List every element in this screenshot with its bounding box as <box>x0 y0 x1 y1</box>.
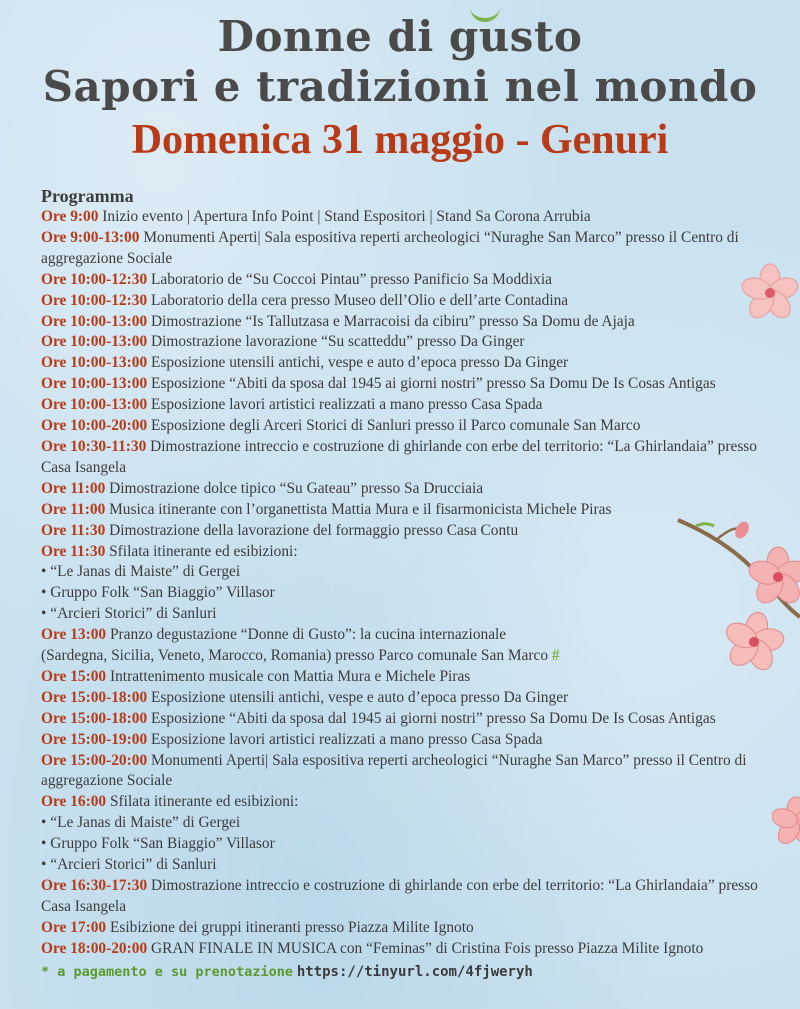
payment-note: * a pagamento e su prenotazione <box>41 963 293 980</box>
program-row <box>41 855 781 876</box>
program-description: Laboratorio de “Su Coccoi Pintau” presso Panificio Sa Moddixia <box>151 270 552 288</box>
program-row <box>41 730 781 751</box>
program-time: Ore 15:00-18:00 <box>41 709 148 727</box>
program-description: • Gruppo Folk “San Biaggio” Villasor <box>41 584 275 602</box>
program-row <box>41 625 781 646</box>
program-row <box>41 374 781 395</box>
booking-link[interactable]: https://tinyurl.com/4fjweryh <box>296 963 533 980</box>
program-description: Monumenti Aperti| Sala espositiva reperti archeologici “Nuraghe San Marco” presso il Centro di aggregazione Sociale <box>41 751 747 790</box>
program-row <box>41 583 781 604</box>
program-time: Ore 10:00-13:00 <box>41 333 148 351</box>
program-description: Dimostrazione della lavorazione del formaggio presso Casa Contu <box>109 521 519 539</box>
program-row <box>41 395 781 416</box>
program-description: Monumenti Aperti| Sala espositiva reperti archeologici “Nuraghe San Marco” presso il Centro di aggregazione Sociale <box>41 228 739 267</box>
program-row <box>41 353 781 374</box>
program-row <box>41 918 781 939</box>
program-row <box>41 437 781 479</box>
program-description: Esposizione “Abiti da sposa dal 1945 ai giorni nostri” presso Sa Domu De Is Cosas Antigas <box>151 709 716 727</box>
program-row <box>41 521 781 542</box>
program-row <box>41 291 781 312</box>
program-time: Ore 16:00 <box>41 793 107 811</box>
program-row <box>41 207 781 228</box>
event-date-location: Domenica 31 maggio - Genuri <box>131 117 669 163</box>
flower-icon <box>738 262 800 324</box>
program-time: Ore 15:00-19:00 <box>41 730 148 748</box>
flower-icon <box>772 794 800 850</box>
program-row <box>41 332 781 353</box>
program-description: Esposizione lavori artistici realizzati a mano presso Casa Spada <box>151 730 543 748</box>
program-time: Ore 11:00 <box>41 500 106 518</box>
program-row <box>41 688 781 709</box>
program-time: Ore 15:00 <box>41 667 107 685</box>
program-row <box>41 542 781 563</box>
program-time: Ore 13:00 <box>41 626 107 644</box>
program-description: • “Le Janas di Maiste” di Gergei <box>41 814 241 832</box>
program-row <box>41 792 781 813</box>
program-description: Dimostrazione intreccio e costruzione di ghirlande con erbe del territorio: “La Ghirlandaia” presso Casa Isangela <box>41 877 758 915</box>
program-row <box>41 709 781 730</box>
program-row <box>41 876 781 918</box>
program-description: • “Le Janas di Maiste” di Gergei <box>41 563 241 581</box>
program-description: Esposizione lavori artistici realizzati a mano presso Casa Spada <box>151 396 543 414</box>
program-time: Ore 10:00-13:00 <box>41 312 148 330</box>
page-title-line-2: Sapori e tradizioni nel mondo <box>42 62 758 111</box>
program-time: Ore 15:00-20:00 <box>41 751 148 769</box>
program-row <box>41 479 781 500</box>
program-time: Ore 18:00-20:00 <box>41 939 148 957</box>
program-row <box>41 751 781 793</box>
program-description: (Sardegna, Sicilia, Veneto, Marocco, Romania) presso Parco comunale San Marco <box>41 647 549 665</box>
program-row <box>41 416 781 437</box>
program-row <box>41 604 781 625</box>
program-heading: Programma <box>41 186 134 206</box>
program-time: Ore 15:00-18:00 <box>41 688 148 706</box>
program-description: Esposizione degli Arceri Storici di Sanluri presso il Parco comunale San Marco <box>151 417 641 435</box>
program-time: Ore 10:00-12:30 <box>41 291 148 309</box>
program-time: Ore 16:30-17:30 <box>41 877 148 894</box>
blossom-branch-icon <box>676 512 800 702</box>
program-description: • “Arcieri Storici” di Sanluri <box>41 605 217 623</box>
program-description: Sfilata itinerante ed esibizioni: <box>109 793 299 811</box>
program-time: Ore 10:00-13:00 <box>41 396 148 414</box>
program-row <box>41 228 781 270</box>
program-description: Esposizione utensili antichi, vespe e auto d’epoca presso Da Ginger <box>151 354 569 372</box>
program-time: Ore 10:00-12:30 <box>41 270 148 288</box>
program-description: Dimostrazione “Is Tallutzasa e Marracoisi da cibiru” presso Sa Domu de Ajaja <box>151 312 635 330</box>
header <box>0 12 800 166</box>
program-row <box>41 667 781 688</box>
program-row <box>41 312 781 333</box>
program-description: Dimostrazione intreccio e costruzione di ghirlande con erbe del territorio: “La Ghirlandaia” presso Casa Isangela <box>41 437 757 476</box>
paid-marker: # <box>551 647 560 665</box>
program-row <box>41 562 781 583</box>
program-description: Esposizione utensili antichi, vespe e auto d’epoca presso Da Ginger <box>151 688 569 706</box>
program-time: Ore 10:30-11:30 <box>41 437 147 455</box>
program-description: Laboratorio della cera presso Museo dell’Olio e dell’arte Contadina <box>151 291 569 309</box>
program-time: Ore 9:00 <box>41 208 99 225</box>
program-description: Inizio evento | Apertura Info Point | Stand Espositori | Stand Sa Corona Arrubia <box>102 208 591 225</box>
program-time: Ore 11:30 <box>41 521 106 539</box>
program-time: Ore 17:00 <box>41 918 107 936</box>
program-row <box>41 270 781 291</box>
page-title-line-1: Donne di gusto <box>217 12 583 61</box>
program-description: • “Arcieri Storici” di Sanluri <box>41 856 217 874</box>
program-row <box>41 939 781 960</box>
program-description: Musica itinerante con l’organettista Mattia Mura e il fisarmonicista Michele Piras <box>109 500 612 518</box>
program-description: Esposizione “Abiti da sposa dal 1945 ai giorni nostri” presso Sa Domu De Is Cosas Antigas <box>151 375 716 393</box>
program-description: • Gruppo Folk “San Biaggio” Villasor <box>41 835 275 853</box>
program-description: Intrattenimento musicale con Mattia Mura e Michele Piras <box>109 667 471 685</box>
program-row <box>41 834 781 855</box>
program-time: Ore 10:00-13:00 <box>41 354 148 372</box>
program-description: Esibizione dei gruppi itineranti presso Piazza Milite Ignoto <box>109 918 474 936</box>
program-description: Pranzo degustazione “Donne di Gusto”: la cucina internazionale <box>109 626 507 644</box>
program-time: Ore 10:00-20:00 <box>41 417 148 435</box>
program-list <box>41 207 781 960</box>
program-section <box>41 186 781 983</box>
program-row <box>41 813 781 834</box>
program-row <box>41 500 781 521</box>
program-description: GRAN FINALE IN MUSICA con “Feminas” di Cristina Fois presso Piazza Milite Ignoto <box>151 939 704 957</box>
program-description: Dimostrazione lavorazione “Su scatteddu” presso Da Ginger <box>151 333 525 351</box>
program-description: Dimostrazione dolce tipico “Su Gateau” presso Sa Drucciaia <box>109 479 484 497</box>
program-time: Ore 9:00-13:00 <box>41 228 140 246</box>
program-time: Ore 11:00 <box>41 479 106 497</box>
program-row <box>41 646 781 667</box>
program-description: Sfilata itinerante ed esibizioni: <box>109 542 298 560</box>
program-time: Ore 10:00-13:00 <box>41 375 148 393</box>
program-time: Ore 11:30 <box>41 542 106 560</box>
footer-note <box>41 961 781 983</box>
